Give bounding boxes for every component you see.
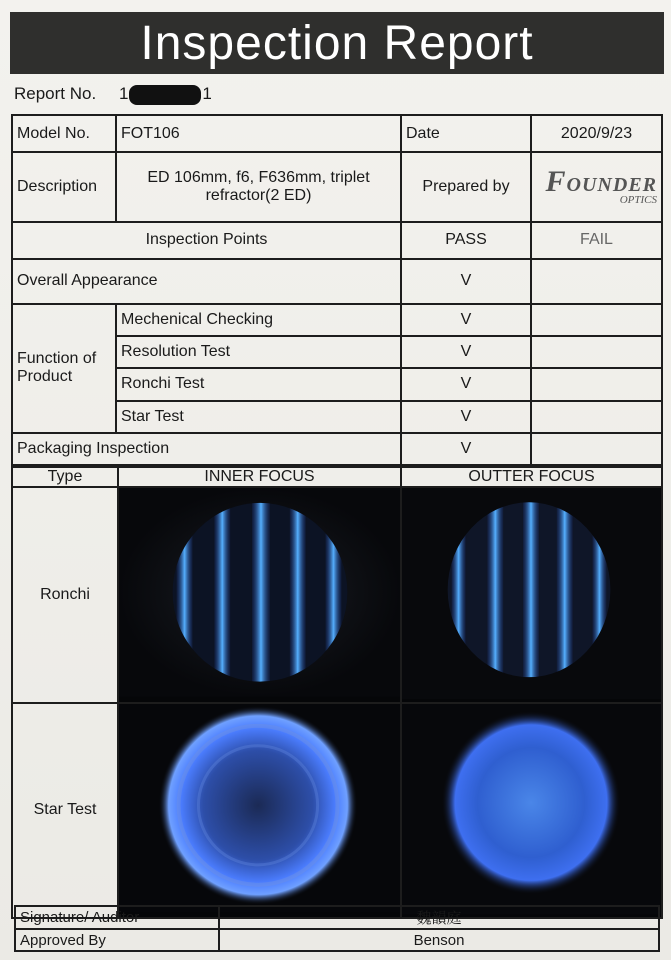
function-row-fail [531, 368, 662, 400]
auditor-label: Signature/ Auditor [15, 906, 219, 929]
description-label: Description [12, 152, 116, 221]
function-row-pass: V [401, 368, 531, 400]
ronchi-outer-image [401, 487, 662, 703]
report-title: Inspection Report [10, 12, 664, 74]
description-line-2: refractor(2 ED) [205, 186, 312, 204]
inner-focus-header: INNER FOCUS [118, 467, 401, 487]
date-value: 2020/9/23 [531, 115, 662, 152]
report-number-label: Report No. [14, 84, 97, 103]
date-label: Date [401, 115, 531, 152]
function-row-fail [531, 401, 662, 433]
logo-initial: F [545, 165, 567, 199]
report-number-prefix: 1 [118, 84, 129, 103]
overall-appearance-fail [531, 259, 662, 304]
report-number-suffix: 1 [202, 84, 212, 103]
pass-header: PASS [401, 222, 531, 259]
packaging-inspection-label: Packaging Inspection [12, 433, 401, 465]
star-test-row-label: Star Test [12, 703, 118, 919]
logo-sub: OPTICS [619, 194, 657, 207]
overall-appearance-label: Overall Appearance [12, 259, 401, 304]
redaction-block [129, 85, 201, 105]
model-value: FOT106 [116, 115, 401, 152]
inspection-points-header: Inspection Points [12, 222, 401, 259]
test-image-table [11, 466, 663, 919]
description-value [116, 152, 401, 221]
type-header: Type [12, 467, 118, 487]
prepared-by-label: Prepared by [401, 152, 531, 221]
function-row-fail [531, 304, 662, 336]
outer-focus-header: OUTTER FOCUS [401, 467, 662, 487]
packaging-inspection-pass: V [401, 433, 531, 465]
function-row-label: Mechenical Checking [116, 304, 401, 336]
logo-main: OUNDER [566, 174, 657, 197]
ronchi-row-label: Ronchi [12, 487, 118, 703]
description-line-1: ED 106mm, f6, F636mm, triplet [147, 168, 370, 186]
function-label-line-2: Product [17, 368, 73, 386]
approved-by-value: Benson [219, 929, 659, 951]
function-label-line-1: Function of [17, 350, 97, 368]
function-row-fail [531, 336, 662, 368]
auditor-signature: 魏韻庭 [219, 906, 659, 929]
founder-optics-logo [531, 152, 662, 221]
packaging-inspection-fail [531, 433, 662, 465]
fail-header: FAIL [531, 222, 662, 259]
model-label: Model No. [12, 115, 116, 152]
overall-appearance-pass: V [401, 259, 531, 304]
function-of-product-label [12, 304, 116, 433]
function-row-label: Star Test [116, 401, 401, 433]
ronchi-inner-image [118, 487, 401, 703]
function-row-label: Ronchi Test [116, 368, 401, 400]
function-row-pass: V [401, 304, 531, 336]
function-row-pass: V [401, 336, 531, 368]
report-number [14, 84, 212, 105]
signature-table [14, 905, 660, 952]
star-outer-image [401, 703, 662, 919]
function-row-label: Resolution Test [116, 336, 401, 368]
star-inner-image [118, 703, 401, 919]
inspection-table [11, 114, 663, 466]
function-row-pass: V [401, 401, 531, 433]
approved-by-label: Approved By [15, 929, 219, 951]
